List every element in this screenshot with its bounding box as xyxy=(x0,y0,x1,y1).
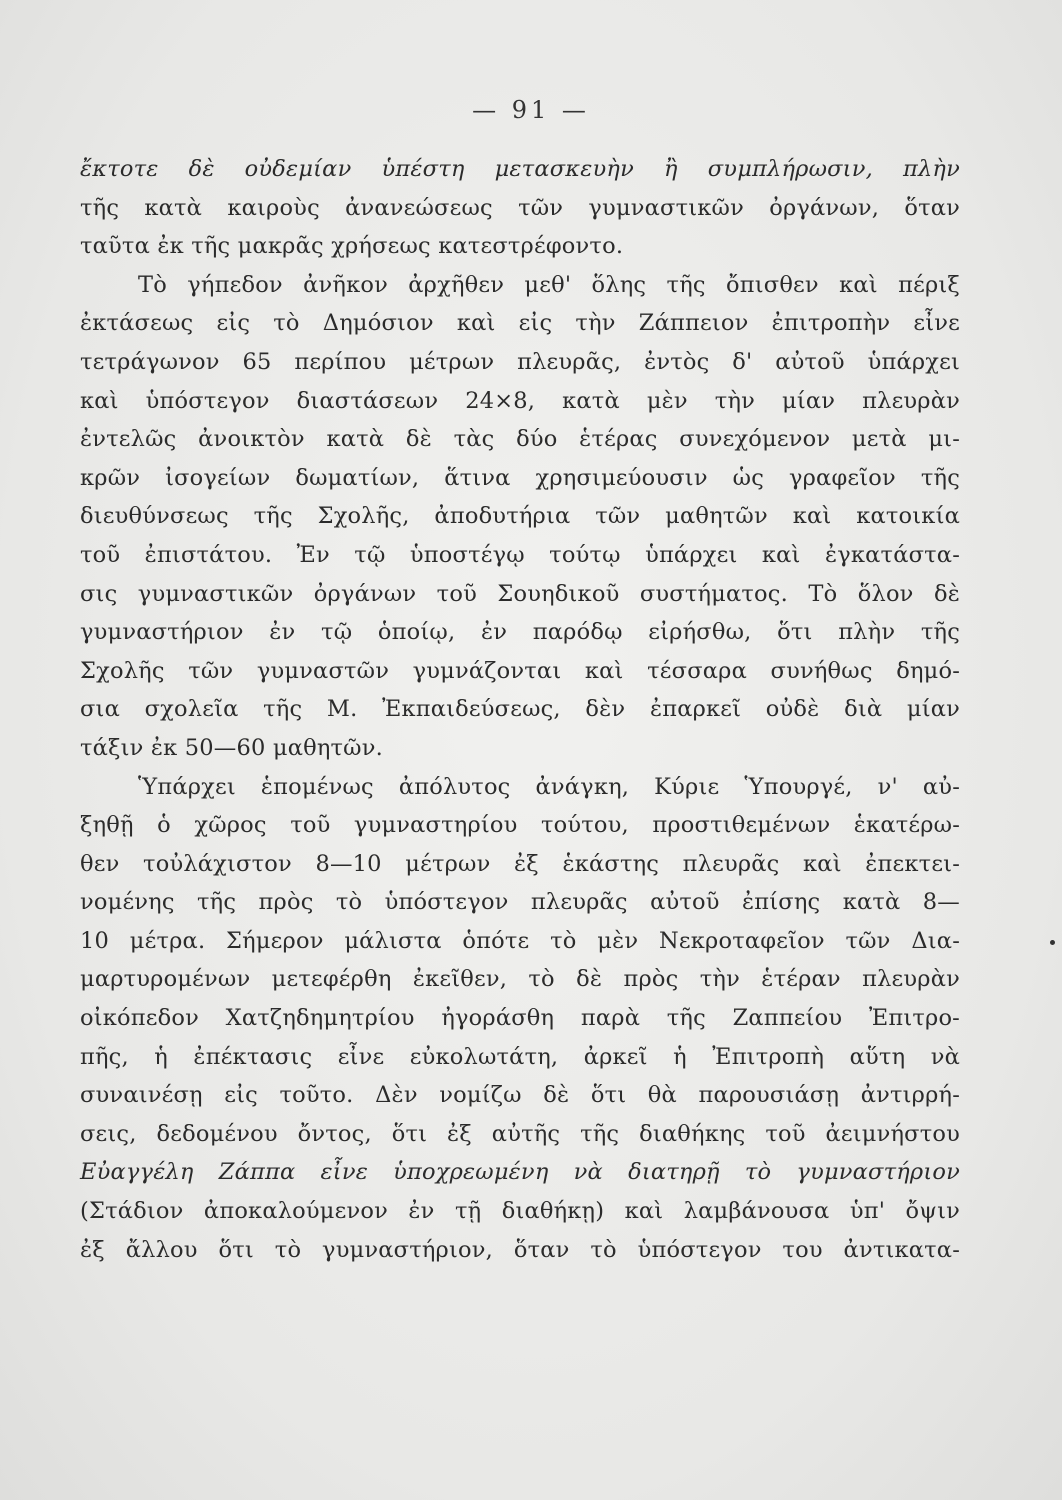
text-line: οἰκόπεδον Χατζηδημητρίου ἠγοράσθη παρὰ τῆς Ζαππείου Ἐπιτρο- xyxy=(80,1005,960,1032)
text-line: πῆς, ἡ ἐπέκτασις εἶνε εὐκολωτάτη, ἀρκεῖ ἡ Ἐπιτροπὴ αὕτη νὰ xyxy=(80,1043,960,1070)
margin-dot-mark xyxy=(1050,940,1055,945)
text-line: ἔκτοτε δὲ οὐδεμίαν ὑπέστη μετασκευὴν ἢ συμπλήρωσιν, πλὴν xyxy=(80,156,960,182)
text-line: Σχολῆς τῶν γυμναστῶν γυμνάζονται καὶ τέσσαρα συνήθως δημό- xyxy=(80,657,960,684)
text-line: θεν τοὐλάχιστον 8—10 μέτρων ἐξ ἑκάστης πλευρᾶς καὶ ἐπεκτει- xyxy=(80,850,960,877)
text-line: σεις, δεδομένου ὄντος, ὅτι ἐξ αὐτῆς τῆς διαθήκης τοῦ ἀειμνήστου xyxy=(80,1120,960,1147)
text-line: νομένης τῆς πρὸς τὸ ὑπόστεγον πλευρᾶς αὐτοῦ ἐπίσης κατὰ 8— xyxy=(80,889,960,916)
body-text xyxy=(80,150,960,1269)
text-line: καὶ ὑπόστεγον διαστάσεων 24×8, κατὰ μὲν τὴν μίαν πλευρὰν xyxy=(80,387,960,414)
text-line: κρῶν ἰσογείων δωματίων, ἅτινα χρησιμεύουσιν ὡς γραφεῖον τῆς xyxy=(80,464,960,491)
text-line: ἐξ ἄλλου ὅτι τὸ γυμναστήριον, ὅταν τὸ ὑπόστεγον του ἀντικατα- xyxy=(80,1236,960,1263)
text-line: γυμναστήριον ἐν τῷ ὁποίῳ, ἐν παρόδῳ εἰρήσθω, ὅτι πλὴν τῆς xyxy=(80,619,960,646)
text-line: σις γυμναστικῶν ὀργάνων τοῦ Σουηδικοῦ συστήματος. Τὸ ὅλον δὲ xyxy=(80,580,960,607)
text-line: συναινέσῃ εἰς τοῦτο. Δὲν νομίζω δὲ ὅτι θὰ παρουσιάσῃ ἀντιρρή- xyxy=(80,1082,960,1109)
text-line: τῆς κατὰ καιροὺς ἀνανεώσεως τῶν γυμναστικῶν ὀργάνων, ὅταν xyxy=(80,194,960,221)
text-line: Τὸ γήπεδον ἀνῆκον ἀρχῆθεν μεθ' ὅλης τῆς ὄπισθεν καὶ πέριξ xyxy=(138,271,960,298)
text-line: ἐκτάσεως εἰς τὸ Δημόσιον καὶ εἰς τὴν Ζάππειον ἐπιτροπὴν εἶνε xyxy=(80,310,960,337)
text-line: ξηθῇ ὁ χῶρος τοῦ γυμναστηρίου τούτου, προστιθεμένων ἑκατέρω- xyxy=(80,812,960,839)
text-line: μαρτυρομένων μετεφέρθη ἐκεῖθεν, τὸ δὲ πρὸς τὴν ἑτέραν πλευρὰν xyxy=(80,966,960,993)
text-line: (Στάδιον ἀποκαλούμενον ἐν τῇ διαθήκῃ) καὶ λαμβάνουσα ὑπ' ὄψιν xyxy=(80,1198,960,1225)
text-line: τοῦ ἐπιστάτου. Ἐν τῷ ὑποστέγῳ τούτῳ ὑπάρχει καὶ ἐγκατάστα- xyxy=(80,541,960,568)
page-number: — 91 — xyxy=(472,96,590,124)
text-line: τετράγωνον 65 περίπου μέτρων πλευρᾶς, ἐντὸς δ' αὐτοῦ ὑπάρχει xyxy=(80,348,960,375)
text-line: 10 μέτρα. Σήμερον μάλιστα ὁπότε τὸ μὲν Νεκροταφεῖον τῶν Δια- xyxy=(80,927,960,954)
text-line: ταῦτα ἐκ τῆς μακρᾶς χρήσεως κατεστρέφοντο. xyxy=(80,233,624,260)
text-line: Εὐαγγέλη Ζάππα εἶνε ὑποχρεωμένη νὰ διατηρῇ τὸ γυμναστήριον xyxy=(80,1159,960,1186)
text-line: τάξιν ἐκ 50—60 μαθητῶν. xyxy=(80,734,383,761)
text-line: Ὑπάρχει ἑπομένως ἀπόλυτος ἀνάγκη, Κύριε Ὑπουργέ, ν' αὐ- xyxy=(138,773,960,800)
text-line: σια σχολεῖα τῆς Μ. Ἐκπαιδεύσεως, δὲν ἐπαρκεῖ οὐδὲ διὰ μίαν xyxy=(80,696,960,723)
text-line: ἐντελῶς ἀνοικτὸν κατὰ δὲ τὰς δύο ἑτέρας συνεχόμενον μετὰ μι- xyxy=(80,426,960,453)
text-line: διευθύνσεως τῆς Σχολῆς, ἀποδυτήρια τῶν μαθητῶν καὶ κατοικία xyxy=(80,503,960,530)
